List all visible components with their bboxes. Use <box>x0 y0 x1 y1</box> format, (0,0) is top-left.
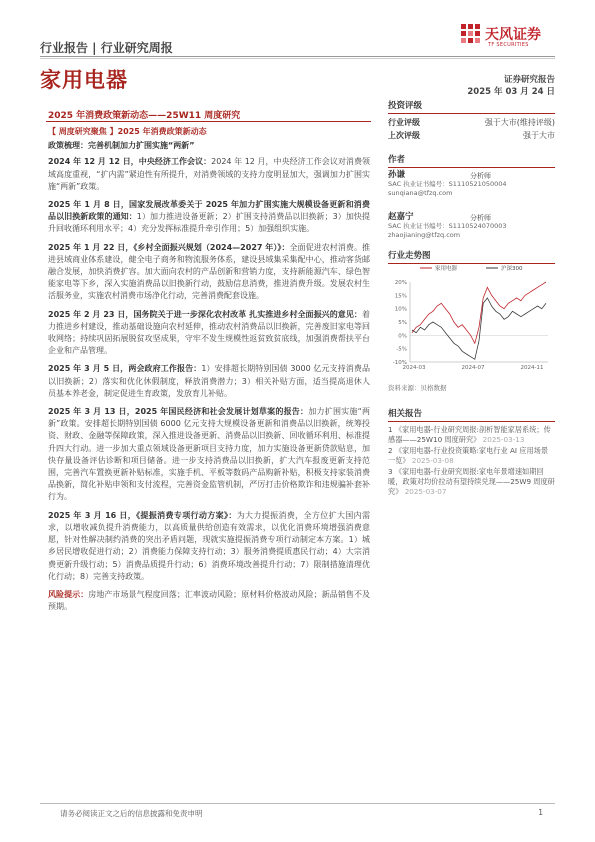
y-tick-label: 20% <box>394 280 407 286</box>
related-section <box>388 407 555 497</box>
x-tick-label: 2024-03 <box>402 365 426 371</box>
analyst-email[interactable]: zhaojianing@tfzq.com <box>388 231 461 239</box>
main-content <box>48 126 370 619</box>
header-divider <box>40 56 555 57</box>
paragraph-6: 2025 年 3 月 13 日，2025 年国民经济和社会发展计划草案的报告：加力扩围实施“两新”政策。安排超长期特别国债 6000 亿元支持大规模设备更新和消费品以旧换新，统筹投资、财政、金融等保障政策，深入推进设备更新、消费品以旧换新、回收循环利用、标准提升四大行动。进一步加大重点领域设备更新项目支持力度，加力实施设备更新贷款贴息，加快存量设备评估诊断和项目储备。进一步支持消费品以旧换新，扩大汽车报废更新支持范围，完善汽车置换更新补贴标准，实施手机、平板等数码产品购新补贴，积极支持家装消费品换新，简化补贴申领和支付流程，完善资金监管机制，严厉打击价格欺诈和违规骗补套补行为。 <box>48 407 370 502</box>
y-tick-label: 0% <box>398 333 407 340</box>
report-type: 证券研究报告 <box>503 75 555 85</box>
legend-label: 沪深300 <box>501 266 523 272</box>
x-tick-label: 2024-07 <box>461 365 485 371</box>
focus-heading: 【 周度研究聚焦 】2025 年消费政策新动态 <box>48 127 207 136</box>
y-tick-label: 10% <box>394 306 407 313</box>
related-title: 相关报告 <box>388 409 423 419</box>
report-date: 2025 年 03 月 24 日 <box>467 87 555 97</box>
paragraph-3: 2025 年 1 月 22 日，《乡村全面振兴规划（2024—2027 年）》：全面促进农村消费。推进县域商业体系建设，健全电子商务和物流服务体系，建设县域集采集配中心，推动客货邮融合发展，加快消费扩容。加大面向农村的产品创新和营销力度，支持新能源汽车、绿色智能家电等下乡，深入实施消费品以旧换新行动，鼓励信息消费，推进消费升级。发展农村生活服务业，实施农村消费市场净化行动，完善消费配套设施。 <box>48 242 371 301</box>
disclaimer[interactable]: 请务必阅读正文之后的信息披露和免责申明 <box>60 809 203 818</box>
legend-label: 家用电器 <box>435 266 458 272</box>
related-report-link[interactable]: 2 《家用电器-行业投资策略:家电行业 AI 应用场景一览》 2025-03-08 <box>388 446 549 465</box>
y-tick-label: -5% <box>396 346 407 353</box>
chart-source: 资料来源：贝格数据 <box>388 384 447 392</box>
related-report-link[interactable]: 3 《家用电器-行业研究周报:家电年景增速如期回暖，政策对均价拉动有望持续兑现——25W9 周度研究》 2025-03-07 <box>388 467 555 496</box>
paragraph-2: 2025 年 1 月 8 日，国家发展改革委关于 2025 年加力扩围实施大规模设备更新和消费品以旧换新政策的通知：1）加力推进设备更新；2）扩围支持消费品以旧换新；3）加快提升回收循环利用水平；4）充分发挥标准提升牵引作用；5）加强组织实施。 <box>48 200 370 234</box>
analyst-card: 赵嘉宁 分析师 SAC 执业证书编号：S1110524070003 zhaojianing@tfzq.com <box>388 213 555 255</box>
rating-section <box>388 99 555 142</box>
related-report-link[interactable]: 1 《家用电器-行业研究周报:剖析智能家居系统；传感器——25W10 周度研究》 2025-03-13 <box>388 425 551 444</box>
summary-heading: 政策梳理：完善机制加力扩围实施“两新” <box>48 141 195 151</box>
paragraph-7: 2025 年 3 月 16 日，《提振消费专项行动方案》：为大力提振消费，全方位扩大国内需求，以增收减负提升消费能力，以高质量供给创造有效需求，以优化消费环境增强消费意愿，针对性解决制约消费的突出矛盾问题，现就实施提振消费专项行动制定本方案。1）城乡居民增收促进行动；2）消费能力保障支持行动；3）服务消费提质惠民行动；4）大宗消费更新升级行动；5）消费品质提升行动；6）消费环境改善提升行动；7）限制措施清理优化行动；8）完善支持政策。 <box>48 510 371 581</box>
header-divider-thin <box>40 58 555 59</box>
logo-english: TF SECURITIES <box>488 42 529 48</box>
paragraph-4: 2025 年 2 月 23 日，国务院关于进一步深化农村改革 扎实推进乡村全面振兴的意见：着力推进乡村建设，推动基础设施向农村延伸，推动农村消费品以旧换新，完善废旧家电等回收网络；持续巩固拓展脱贫攻坚成果，守牢不发生规模性返贫致贫底线，加强消费帮扶平台企业和产品管理。 <box>48 309 370 356</box>
trend-title: 行业走势图 <box>388 251 431 261</box>
y-tick-label: -10% <box>392 360 407 366</box>
logo-name: 天风证券 <box>485 27 541 43</box>
author-title: 作者 <box>388 155 406 165</box>
paragraph-1: 2024 年 12 月 12 日，中央经济工作会议：2024 年 12 月，中央经济工作会议对消费领域高度重视，“扩内需”紧迫性有所提升，对消费领域的支持力度明显加大，强调加力扩围实施“两新”政策。 <box>48 157 370 191</box>
y-tick-label: 15% <box>394 293 407 300</box>
footer-divider <box>40 803 555 804</box>
analyst-email[interactable]: sunqiana@tfzq.com <box>388 189 453 197</box>
paragraph-5: 2025 年 3 月 5 日，两会政府工作报告：1）安排超长期特别国债 3000 亿元支持消费品以旧换新；2）落实和优化休假制度，释放消费潜力；3）相关补贴方面，适当提高退休人员基本养老金，制定促进生育政策，发放育儿补贴。 <box>48 364 370 398</box>
author-divider <box>388 167 555 168</box>
x-tick-label: 2024-11 <box>520 365 544 371</box>
trend-chart <box>388 262 555 382</box>
rating-divider <box>388 113 555 114</box>
industry-rating: 行业评级 强于大市(维持评级) <box>388 118 555 127</box>
series-line-0 <box>412 282 546 343</box>
sector-title: 家用电器 <box>40 68 128 92</box>
y-tick-label: 5% <box>398 320 407 326</box>
subtitle-underline <box>46 121 371 122</box>
previous-rating: 上次评级 强于大市 <box>388 131 555 140</box>
analyst-card: 孙谦 分析师 SAC 执业证书编号：S1110521050004 sunqiana@tfzq.com <box>388 171 555 213</box>
author-section <box>388 153 555 255</box>
report-category: 行业报告 | 行业研究周报 <box>40 41 173 55</box>
related-divider <box>388 421 555 422</box>
report-subtitle: 2025 年消费政策新动态——25W11 周度研究 <box>48 111 241 121</box>
page-number: 1 <box>538 808 543 817</box>
risk-warning: 风险提示：房地产市场景气程度回落；汇率波动风险；原材料价格波动风险；新品销售不及预期。 <box>48 589 371 612</box>
rating-title: 投资评级 <box>388 101 423 111</box>
